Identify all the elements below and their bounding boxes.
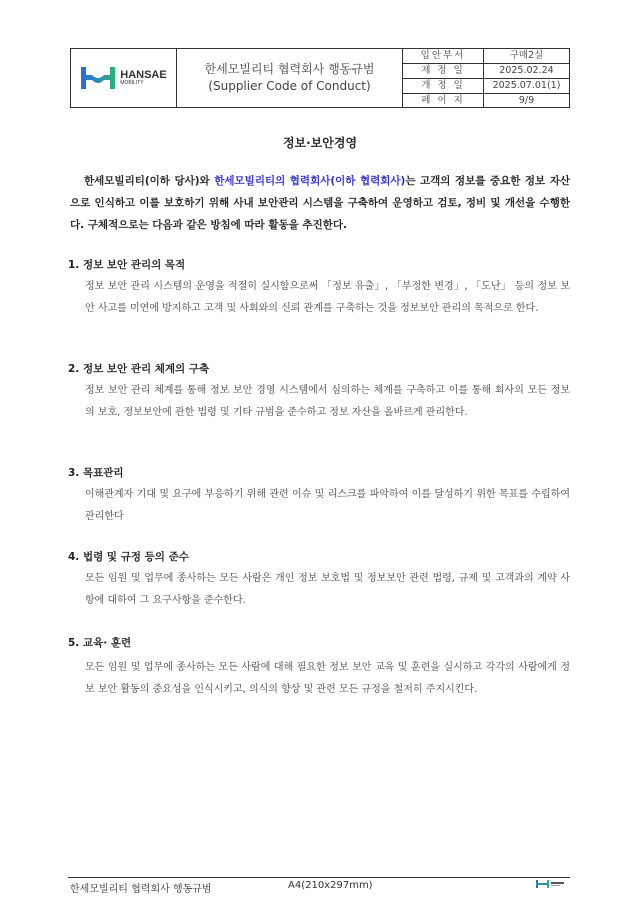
header-title-en: (Supplier Code of Conduct) xyxy=(208,79,371,93)
meta-label: 입안부서 xyxy=(403,49,484,63)
section-2 xyxy=(68,358,570,424)
section-body: 모든 임원 및 업무에 종사하는 모든 사람에 대해 필요한 정보 보안 교육 및 훈련을 실시하고 각각의 사람에게 정보 보안 활동의 중요성을 인식시키고, 의식의 향상 및 관련 모든 규정을 철저히 주지시킨다. xyxy=(85,662,570,695)
section-body: 모든 임원 및 업무에 종사하는 모든 사람은 개인 정보 보호법 및 정보보안 관련 법령, 규제 및 고객과의 계약 사항에 대하여 그 요구사항을 준수한다. xyxy=(85,573,570,606)
intro-text: 한세모빌리티(이하 당사)와 xyxy=(84,175,215,187)
meta-label: 페 이 지 xyxy=(403,94,484,108)
section-body: 정보 보안 관리 시스템의 운영을 적절히 실시함으로써 「정보 유출」, 「부정한 변경」, 「도난」 등의 정보 보안 사고를 미연에 방지하고 고객 및 사회와의 신뢰 관계를 구축하는 것을 정보보안 관리의 목적으로 한다. xyxy=(85,281,570,314)
meta-value: 2025.07.01(1) xyxy=(492,80,561,91)
meta-row xyxy=(403,63,569,78)
document-title: 정보·보안경영 xyxy=(282,136,358,150)
footer-logo-icon xyxy=(536,879,566,889)
meta-row xyxy=(403,78,569,93)
company-logo xyxy=(71,49,177,107)
hansae-logo-icon xyxy=(80,63,116,93)
intro-text: 는 고객의 정보를 중요한 정보 자산으로 인식하고 이를 보호하기 위해 사내 보안관리 시스템을 구축하여 운영하고 검토, 정비 및 개선을 수행한다. 구체적으로는 다음과 같은 방침에 따라 활동을 추진한다. xyxy=(70,175,571,231)
header-title xyxy=(177,49,403,107)
footer-divider xyxy=(68,877,570,878)
section-heading: 4. 법령 및 규정 등의 준수 xyxy=(68,551,189,563)
header-meta xyxy=(403,49,569,107)
intro-highlight: 한세모빌리티의 협력회사(이하 협력회사) xyxy=(214,175,406,187)
meta-value: 2025.02.24 xyxy=(499,65,554,76)
section-heading: 2. 정보 보안 관리 체계의 구축 xyxy=(68,363,210,375)
section-body: 정보 보안 관리 체계를 통해 정보 보안 경영 시스템에서 심의하는 체계를 구축하고 이를 통해 회사의 모든 정보의 보호, 정보보안에 관한 법령 및 기타 규범을 준수하고 정보 자산을 올바르게 관리한다. xyxy=(85,385,570,418)
meta-value: 구매2실 xyxy=(509,50,544,61)
document-header-table xyxy=(70,48,570,108)
logo-sub: MOBILITY xyxy=(120,80,144,86)
section-body: 이해관계자 기대 및 요구에 부응하기 위해 관련 이슈 및 리스크를 파악하여 이를 달성하기 위한 목표를 수립하여 관리한다 xyxy=(85,489,570,522)
meta-label: 개 정 일 xyxy=(403,79,484,93)
meta-label: 제 정 일 xyxy=(403,64,484,78)
section-3 xyxy=(68,462,570,528)
section-1 xyxy=(68,254,570,320)
logo-brand: HANSAE xyxy=(120,69,167,81)
section-4 xyxy=(68,546,570,612)
footer-doc-name: 한세모빌리티 협력회사 행동규범 xyxy=(70,884,212,895)
footer-paper-size: A4(210x297mm) xyxy=(288,880,373,891)
meta-value: 9/9 xyxy=(518,95,535,106)
section-5 xyxy=(68,632,570,701)
intro-paragraph xyxy=(70,170,570,236)
header-title-ko: 한세모빌리티 협력회사 행동규범 xyxy=(204,62,375,76)
meta-row xyxy=(403,93,569,108)
section-heading: 1. 정보 보안 관리의 목적 xyxy=(68,259,186,271)
section-heading: 5. 교육· 훈련 xyxy=(68,637,132,649)
meta-row xyxy=(403,49,569,63)
section-heading: 3. 목표관리 xyxy=(68,467,124,479)
